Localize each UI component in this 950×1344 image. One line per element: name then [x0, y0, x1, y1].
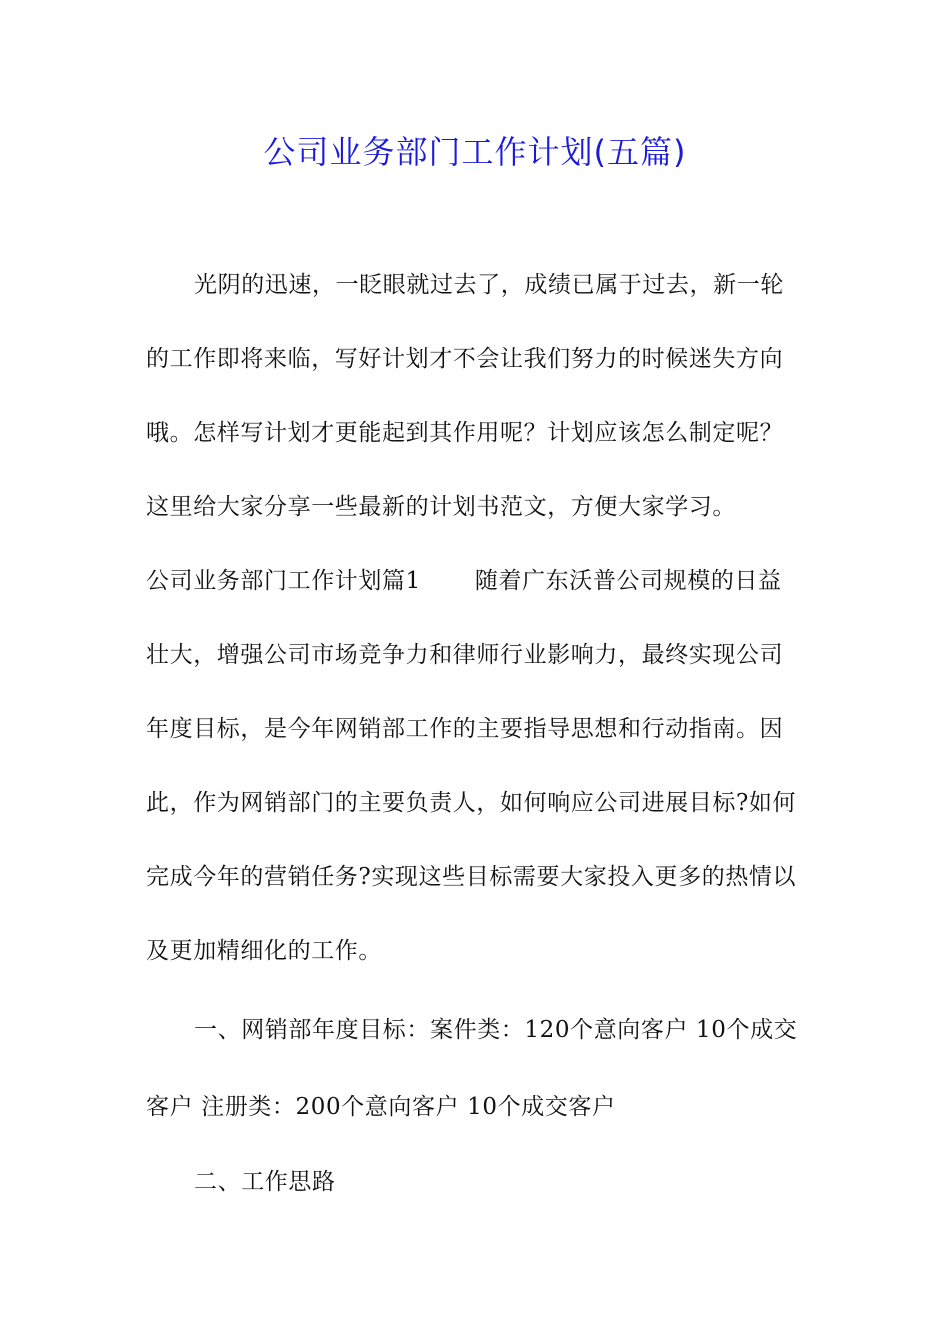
- document-body: [146, 0, 808, 1344]
- goal-line-1: 一、网销部年度目标：案件类：120个意向客户 10个成交: [194, 1017, 798, 1043]
- paragraph-line-3: 哦。怎样写计划才更能起到其作用呢？计划应该怎么制定呢？: [146, 420, 784, 446]
- section-heading: 公司业务部门工作计划篇1: [146, 568, 421, 594]
- paragraph-line-10: 及更加精细化的工作。: [146, 938, 382, 964]
- paragraph-line-1: 光阴的迅速，一眨眼就过去了，成绩已属于过去，新一轮: [194, 272, 784, 298]
- section-intro-start: 随着广东沃普公司规模的日益: [474, 568, 782, 594]
- section-heading-line: [146, 564, 782, 598]
- paragraph-line-2: 的工作即将来临，写好计划才不会让我们努力的时候迷失方向: [146, 346, 784, 372]
- goal-line-2: 客户 注册类：200个意向客户 10个成交客户: [146, 1094, 616, 1120]
- paragraph-line-6: 壮大，增强公司市场竞争力和律师行业影响力，最终实现公司: [146, 642, 784, 668]
- document-title: 公司业务部门工作计划(五篇): [263, 133, 687, 171]
- paragraph-line-7: 年度目标，是今年网销部工作的主要指导思想和行动指南。因: [146, 716, 784, 742]
- paragraph-line-8: 此，作为网销部门的主要负责人，如何响应公司进展目标?如何: [146, 790, 797, 816]
- paragraph-line-4: 这里给大家分享一些最新的计划书范文，方便大家学习。: [146, 494, 736, 520]
- subheading-work-ideas: 二、工作思路: [194, 1169, 336, 1195]
- paragraph-line-9: 完成今年的营销任务?实现这些目标需要大家投入更多的热情以: [146, 864, 797, 890]
